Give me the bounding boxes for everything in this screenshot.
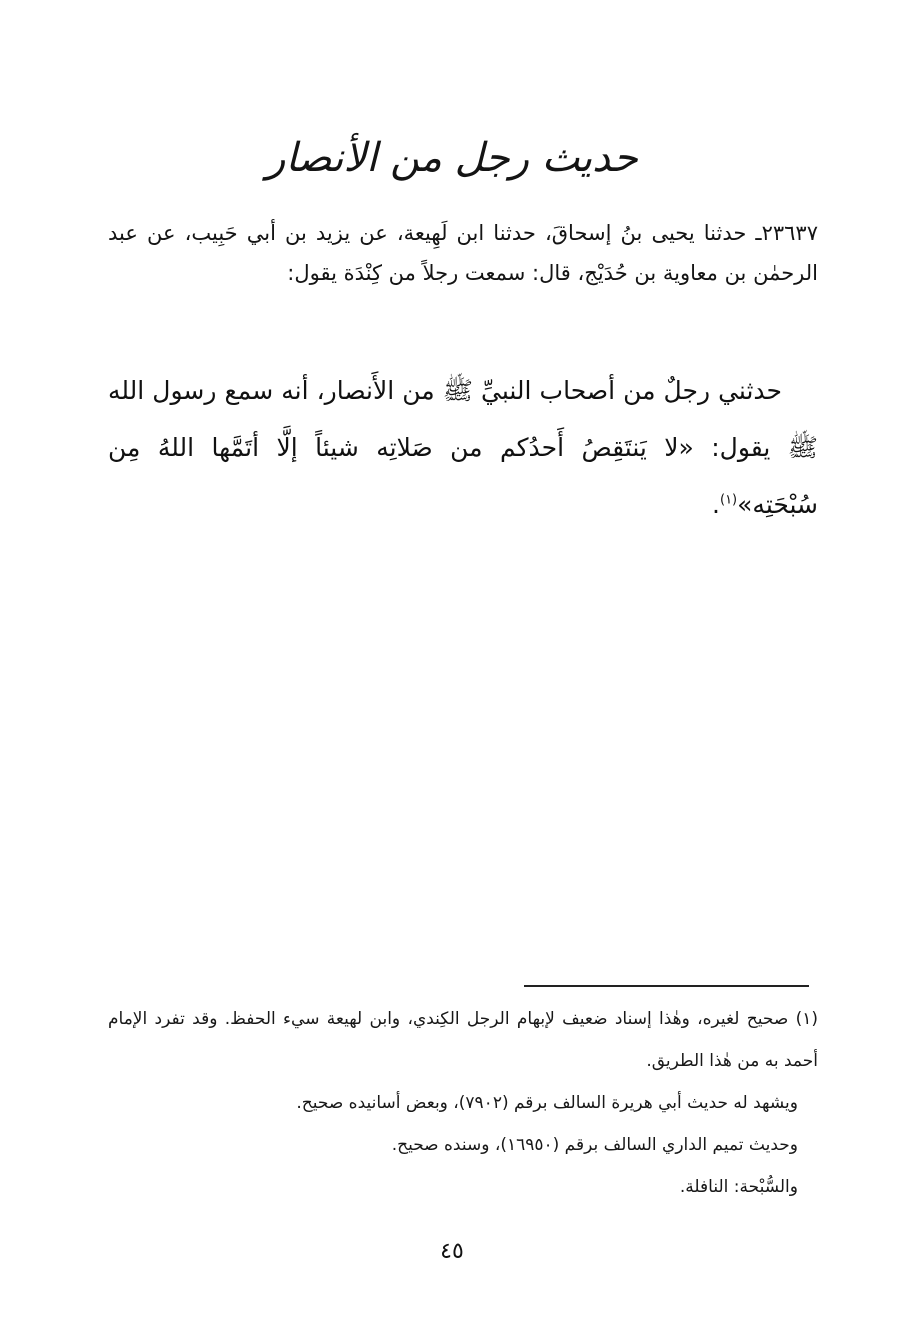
matn-text: حدثني رجلٌ من أصحاب النبيِّ ﷺ من الأَنصار، أنه سمع رسول الله ﷺ يقول: «لا يَنتَقِصُ أَحدُكم من صَلاتِه شيئاً إلَّا أتَمَّها اللهُ مِن سُبْحَتِه» [108,376,818,519]
chapter-title: حديث رجل من الأنصار [266,135,638,181]
footnote-witness-tamim: وحديث تميم الداري السالف برقم (١٦٩٥٠)، وسنده صحيح. [391,1135,798,1155]
isnad-text: ٢٣٦٣٧ـ حدثنا يحيى بنُ إسحاقَ، حدثنا ابن لَهِيعة، عن يزيد بن أبي حَبِيب، عن عبد الرحمٰن بن معاوية بن حُدَيْج، قال: سمعت رجلاً من كِنْدَة يقول: [108,221,818,285]
footnote-witness-abu-hurayra: ويشهد له حديث أبي هريرة السالف برقم (٧٩٠٢)، وبعض أسانيده صحيح. [296,1093,798,1113]
footnotes-section [108,998,818,1208]
footnote-separator [524,985,809,987]
footnote-1: (١) صحيح لغيره، وهٰذا إسناد ضعيف لإبهام الرجل الكِندي، وابن لهيعة سيء الحفظ. وقد تفرد الإمام أحمد به من هٰذا الطريق. [108,1009,818,1071]
footnote-reference[interactable]: (١) [719,492,738,508]
matn-end: . [712,490,720,519]
matn-paragraph [108,362,818,533]
hadith-matn [108,362,818,533]
footnote-definition: والسُّبْحة: النافلة. [679,1177,798,1197]
hadith-isnad [108,213,818,293]
page-number: ٤٥ [440,1239,464,1264]
